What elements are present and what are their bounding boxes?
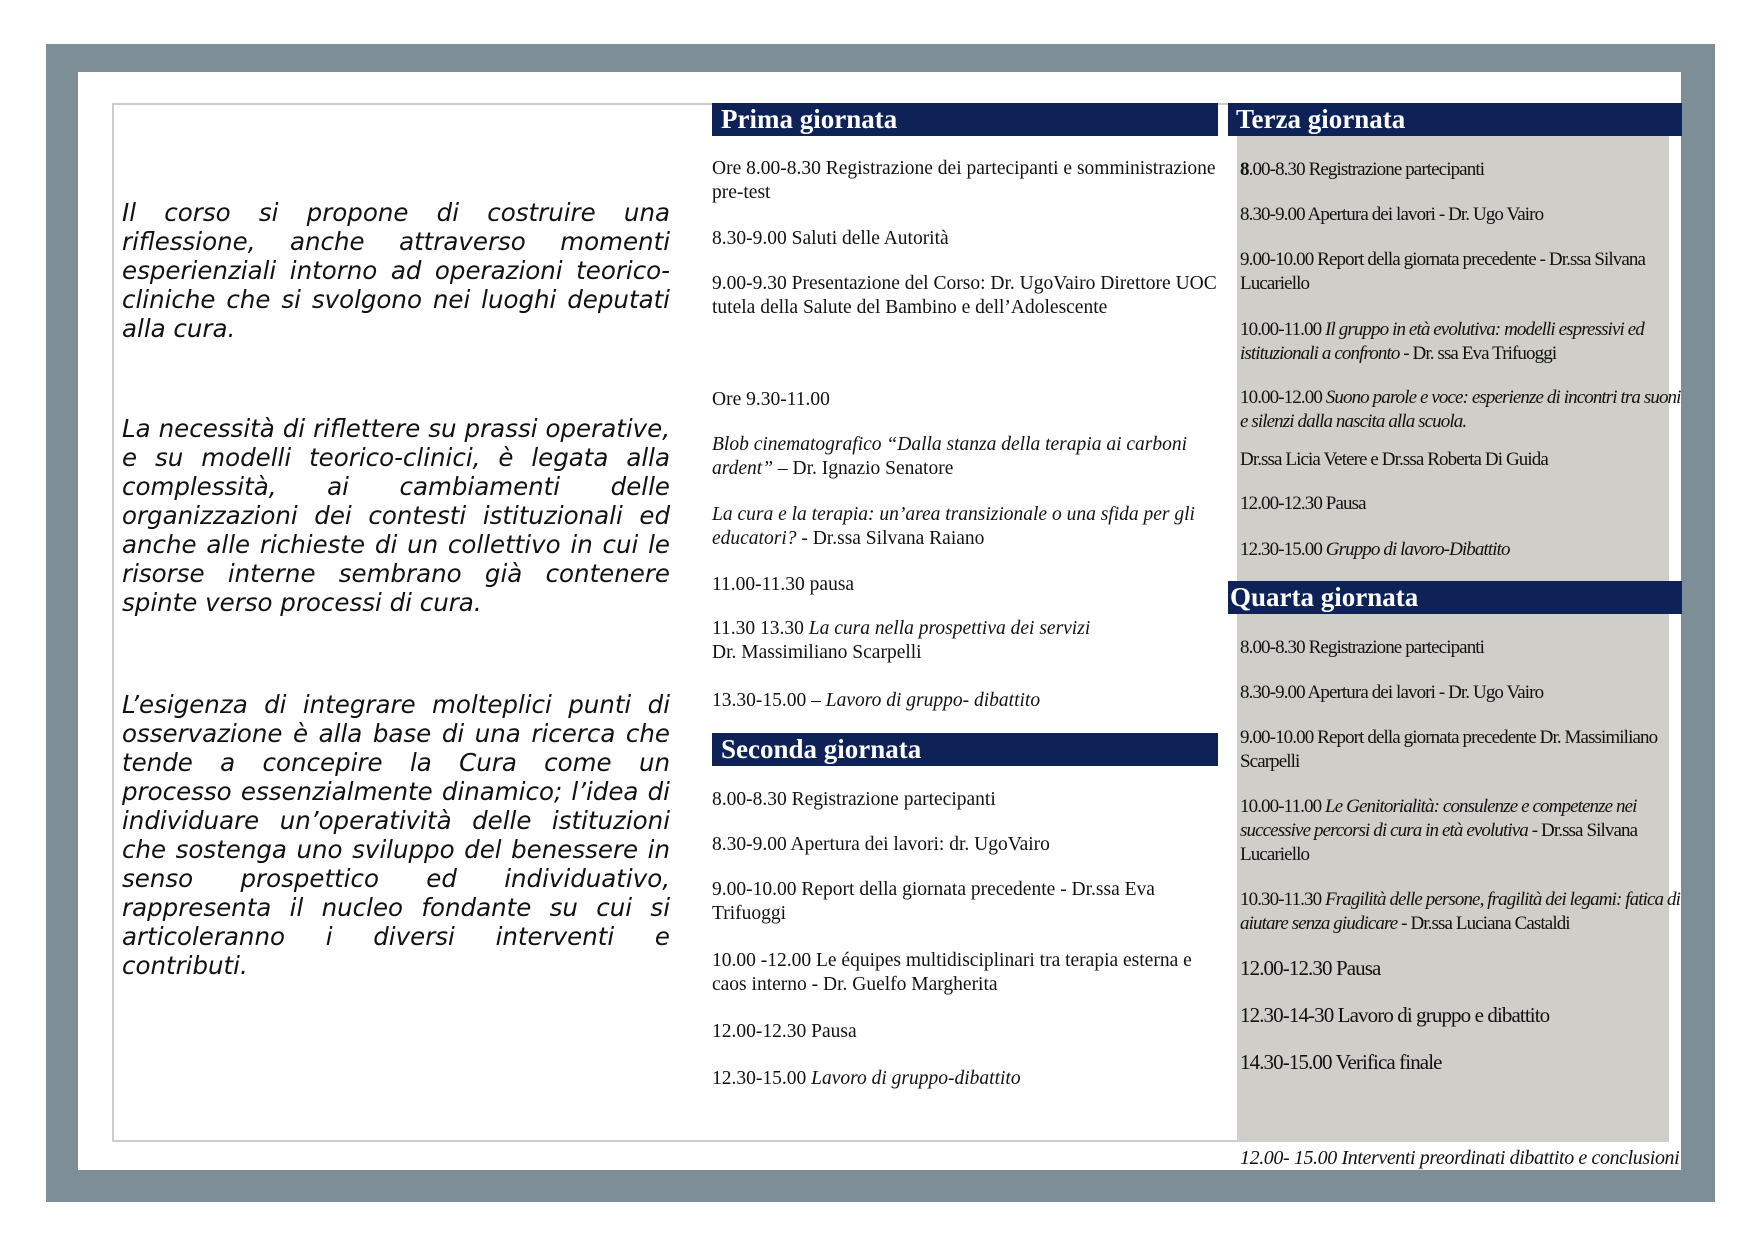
day1-row-4: Ore 9.30-11.00 [712, 389, 830, 410]
day4-row-8: 14.30-15.00 Verifica finale [1240, 1050, 1442, 1074]
day4-row-1: 8.00-8.30 Registrazione partecipanti [1240, 637, 1485, 658]
day1-heading: Prima giornata [712, 103, 1218, 136]
day1-row-5-title: Blob cinematografico “Dalla stanza della terapia ai carboni ardent” [712, 434, 1188, 479]
day4-row-4-speaker: - Dr.ssa Silvana Lucariello [1240, 820, 1638, 865]
day1-row-1: Ore 8.00-8.30 Registrazione dei partecipanti e somministrazione pre-test [712, 158, 1216, 203]
day1-row-9-title: Lavoro di gruppo- dibattito [825, 690, 1041, 711]
day3-row-3: 9.00-10.00 Report della giornata precedente - Dr.ssa Silvana Lucariello [1240, 249, 1646, 294]
day4-row-2: 8.30-9.00 Apertura dei lavori - Dr. Ugo Vairo [1240, 682, 1544, 703]
day4-row-4 [1240, 795, 1685, 867]
day4-footer-note: 12.00- 15.00 Interventi preordinati dibattito e conclusioni [1240, 1147, 1680, 1169]
day2-heading: Seconda giornata [712, 733, 1218, 766]
day4-row-5-speaker: - Dr.ssa Luciana Castaldi [1397, 913, 1570, 934]
day4-row-5-title: Fragilità delle persone, fragilità dei legami: fatica di aiutare senza giudicare [1240, 889, 1680, 934]
day2-row-6 [712, 1067, 1217, 1091]
intro-paragraph-3: L’esigenza di integrare molteplici punti di osservazione è alla base di una ricerca che tende a concepire la Cura come un processo essenzialmente dinamico; l’idea di individuare un’operatività delle istituzioni che sostenga uno sviluppo del benessere in senso prospettico ed individuativo, rappresenta il nucleo fondante su cui si articoleranno i diversi interventi e contributi. [122, 690, 670, 980]
day1-row-8-speaker: Dr. Massimiliano Scarpelli [712, 642, 922, 663]
day4-row-6: 12.00-12.30 Pausa [1240, 956, 1381, 980]
day4-row-4-time: 10.00-11.00 [1240, 796, 1326, 817]
day2-row-6-title: Lavoro di gruppo-dibattito [811, 1068, 1021, 1089]
day3-row-4-time: 10.00-11.00 [1240, 319, 1326, 340]
day1-row-8-title: La cura nella prospettiva dei servizi [808, 618, 1091, 639]
day3-row-5-time: 10.00-12.00 [1240, 387, 1326, 408]
day4-row-7: 12.30-14-30 Lavoro di gruppo e dibattito [1240, 1003, 1550, 1027]
day3-row-5 [1240, 386, 1685, 434]
day4-heading: Quarta giornata [1228, 581, 1682, 614]
day1-row-7: 11.00-11.30 pausa [712, 574, 855, 595]
day4-row-5 [1240, 888, 1685, 936]
day3-heading: Terza giornata [1228, 103, 1682, 136]
day1-row-6 [712, 503, 1217, 551]
day3-row-1-bold: 8 [1240, 159, 1249, 180]
day3-row-6: Dr.ssa Licia Vetere e Dr.ssa Roberta Di Guida [1240, 449, 1548, 470]
day3-row-7: 12.00-12.30 Pausa [1240, 493, 1366, 514]
day3-row-2: 8.30-9.00 Apertura dei lavori - Dr. Ugo Vairo [1240, 204, 1544, 225]
day1-row-8-time: 11.30 13.30 [712, 618, 809, 639]
day3-row-8-title: Gruppo di lavoro-Dibattito [1325, 539, 1510, 560]
day2-row-3: 9.00-10.00 Report della giornata precedente - Dr.ssa Eva Trifuoggi [712, 879, 1155, 924]
day1-row-9 [712, 689, 1217, 713]
day3-row-4-title: Il gruppo in età evolutiva: modelli espressivi ed istituzionali a confronto [1240, 319, 1644, 364]
day2-row-2: 8.30-9.00 Apertura dei lavori: dr. UgoVairo [712, 834, 1050, 855]
day2-row-6-time: 12.30-15.00 [712, 1068, 812, 1089]
day1-row-2: 8.30-9.00 Saluti delle Autorità [712, 228, 949, 249]
day1-row-5-speaker: – Dr. Ignazio Senatore [773, 458, 954, 479]
day4-row-3: 9.00-10.00 Report della giornata precedente Dr. Massimiliano Scarpelli [1240, 727, 1658, 772]
day3-row-8-time: 12.30-15.00 [1240, 539, 1326, 560]
day1-row-3: 9.00-9.30 Presentazione del Corso: Dr. UgoVairo Direttore UOC tutela della Salute del Bambino e dell’Adolescente [712, 273, 1217, 318]
day1-row-6-speaker: - Dr.ssa Silvana Raiano [796, 528, 985, 549]
day3-row-1-text: .00-8.30 Registrazione partecipanti [1248, 159, 1485, 180]
day3-row-4 [1240, 318, 1685, 366]
day1-row-8 [712, 617, 1217, 665]
day3-row-4-speaker: - Dr. ssa Eva Trifuoggi [1399, 343, 1557, 364]
day1-row-9-time: 13.30-15.00 – [712, 690, 826, 711]
day1-row-5 [712, 433, 1217, 481]
day2-row-5: 12.00-12.30 Pausa [712, 1021, 857, 1042]
day2-row-1: 8.00-8.30 Registrazione partecipanti [712, 789, 996, 810]
day3-row-1 [1240, 158, 1685, 182]
intro-paragraph-1: Il corso si propone di costruire una riflessione, anche attraverso momenti esperienziali intorno ad operazioni teorico-cliniche che si svolgono nei luoghi deputati alla cura. [122, 198, 670, 343]
intro-paragraph-2: La necessità di riflettere su prassi operative, e su modelli teorico-clinici, è legata alla complessità, ai cambiamenti delle organizzazioni dei contesti istituzionali ed anche alle richieste di un collettivo in cui le risorse interne sembrano già contenere spinte verso processi di cura. [122, 414, 670, 617]
day3-row-5-title: Suono parole e voce: esperienze di incontri tra suoni e silenzi dalla nascita alla scuola. [1240, 387, 1681, 432]
day1-row-6-title: La cura e la terapia: un’area transizionale o una sfida per gli educatori? [712, 504, 1195, 549]
day4-row-5-time: 10.30-11.30 [1240, 889, 1326, 910]
day3-row-8 [1240, 538, 1685, 562]
day2-row-4: 10.00 -12.00 Le équipes multidisciplinari tra terapia esterna e caos interno - Dr. Guelfo Margherita [712, 950, 1192, 995]
day4-row-4-title: Le Genitorialità: consulenze e competenze nei successive percorsi di cura in età evolutiva [1240, 796, 1637, 841]
